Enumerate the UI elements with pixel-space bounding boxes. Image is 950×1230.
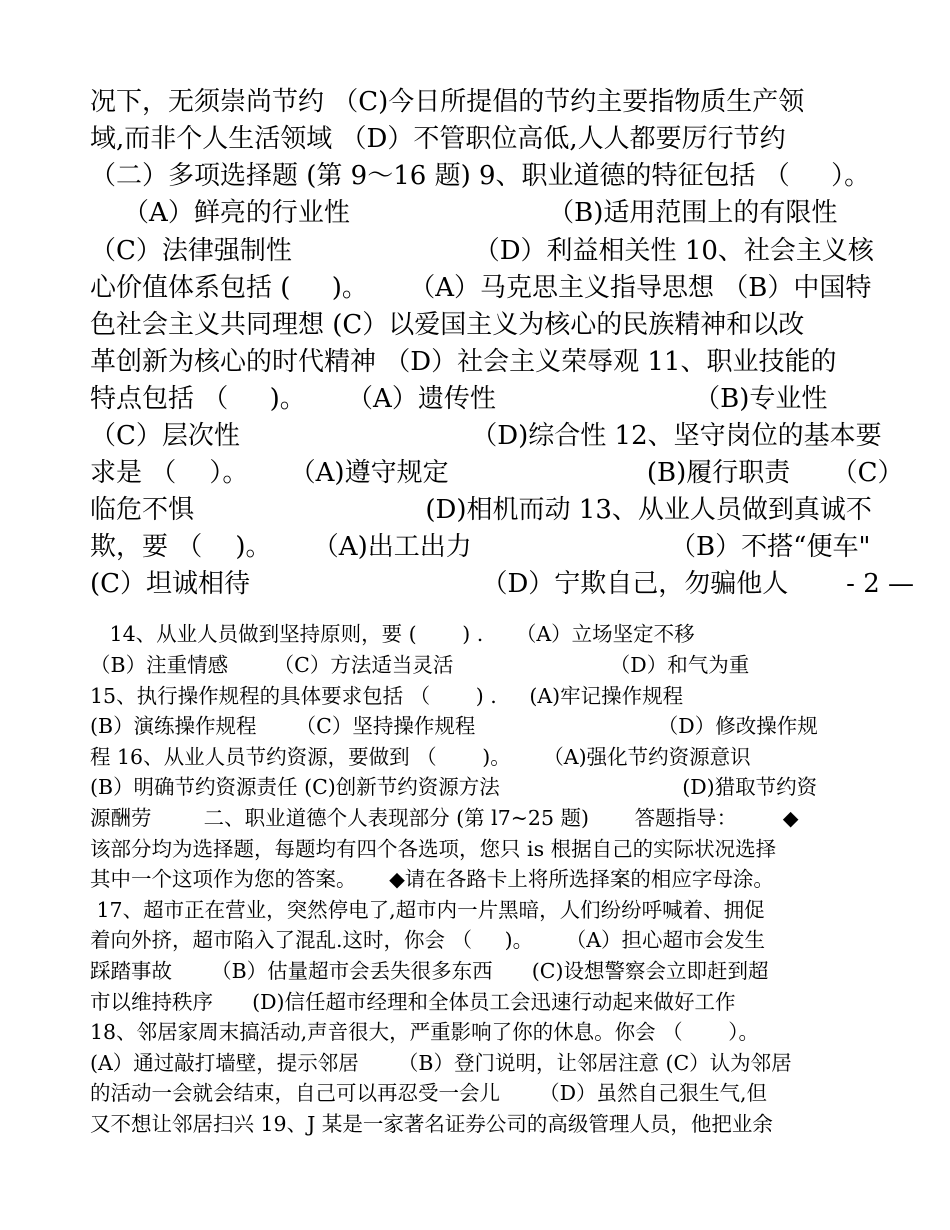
text-line: 欺，要 （ )。 （A)出工出力 （B）不搭“便车" xyxy=(90,532,871,562)
text-line: (B）演练操作规程 （C）坚持操作规程 （D）修改操作规 xyxy=(90,714,818,738)
text-line: 市以维持秩序 (D)信任超市经理和全体员工会迅速行动起来做好工作 xyxy=(90,990,736,1014)
text-line: 心价值体系包括 ( )。 （A）马克思主义指导思想 （B）中国特 xyxy=(90,273,872,303)
text-line: 又不想让邻居扫兴 19、J 某是一家著名证券公司的高级管理人员，他把业余 xyxy=(90,1112,773,1136)
text-line: （A）鲜亮的行业性 （B)适用范围上的有限性 xyxy=(90,198,838,228)
text-line: 踩踏事故 （B）估量超市会丢失很多东西 (C)设想警察会立即赶到超 xyxy=(90,959,769,983)
text-line: (C）坦诚相待 （D）宁欺自己，勿骗他人 - 2 — xyxy=(90,569,915,599)
text-line: (A）通过敲打墙壁，提示邻居 （B）登门说明，让邻居注意 (C）认为邻居 xyxy=(90,1051,792,1075)
text-line: 其中一个这项作为您的答案。 ◆请在各路卡上将所选择案的相应字母涂。 xyxy=(90,867,774,891)
text-line: （二）多项选择题 (第 9～16 题) 9、职业道德的特征包括 （ ）。 xyxy=(90,161,871,191)
text-line: （C）层次性 （D)综合性 12、坚守岗位的基本要 xyxy=(90,421,882,451)
text-line: 色社会主义共同理想 (C）以爱国主义为核心的民族精神和以改 xyxy=(90,310,805,340)
text-line: 18、邻居家周末搞活动,声音很大，严重影响了你的休息。你会 （ ）。 xyxy=(90,1020,759,1044)
text-line: 求是 （ ）。 （A)遵守规定 (B)履行职责 （C） xyxy=(90,458,904,488)
text-line: 特点包括 （ )。 （A）遗传性 （B)专业性 xyxy=(90,384,828,414)
text-line: 14、从业人员做到坚持原则，要 ( ) . （A）立场坚定不移 xyxy=(90,622,695,646)
text-line: 革创新为核心的时代精神 （D）社会主义荣辱观 11、职业技能的 xyxy=(90,347,837,377)
text-line: (B）明确节约资源责任 (C)创新节约资源方法 (D)猎取节约资 xyxy=(90,775,818,799)
text-line: 的活动一会就会结束，自己可以再忍受一会儿 （D）虽然自己狠生气,但 xyxy=(90,1081,768,1105)
text-line: 该部分均为选择题，每题均有四个各选项，您只 is 根据自己的实际状况选择 xyxy=(90,837,777,861)
text-line: 临危不惧 (D)相机而动 13、从业人员做到真诚不 xyxy=(90,495,872,525)
text-line: 域,而非个人生活领域 （D）不管职位高低,人人都要厉行节约 xyxy=(90,124,786,154)
text-line: （B）注重情感 （C）方法适当灵活 （D）和气为重 xyxy=(90,653,750,677)
text-line: 15、执行操作规程的具体要求包括 （ ) . (A)牢记操作规程 xyxy=(90,684,684,708)
text-line: 17、超市正在营业，突然停电了,超市内一片黑暗，人们纷纷呼喊着、拥促 xyxy=(90,898,765,922)
text-line: 况下，无须崇尚节约 （C)今日所提倡的节约主要指物质生产领 xyxy=(90,87,805,117)
text-line: 程 16、从业人员节约资源，要做到 （ )。 （A)强化节约资源意识 xyxy=(90,745,751,769)
text-line: 源酬劳 二、职业道德个人表现部分 (第 l7~25 题) 答题指导： ◆ xyxy=(90,806,799,830)
text-line: 着向外挤，超市陷入了混乱.这时，你会 （ )。 （A）担心超市会发生 xyxy=(90,928,765,952)
text-line: （C）法律强制性 （D）利益相关性 10、社会主义核 xyxy=(90,236,874,266)
